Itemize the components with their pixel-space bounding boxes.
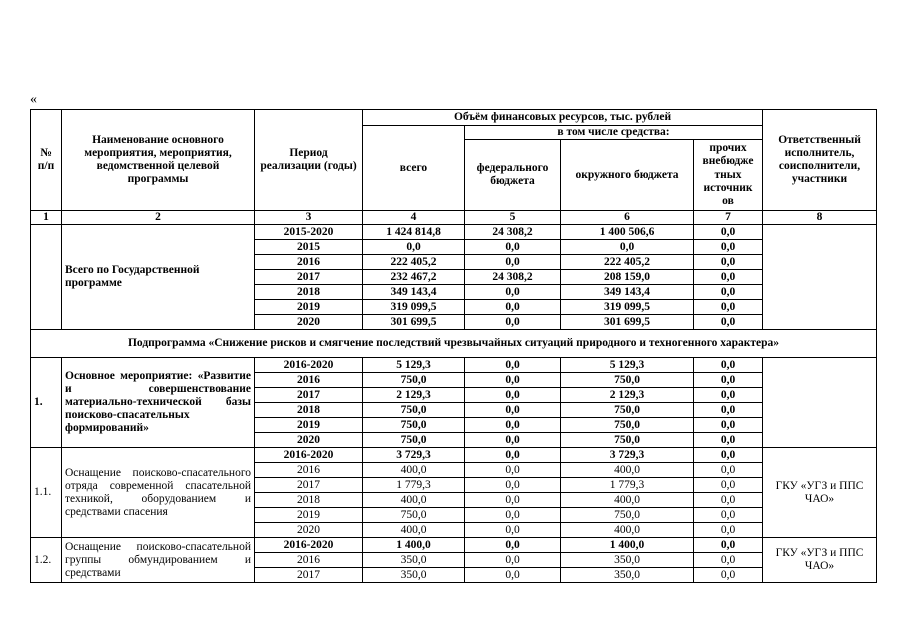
federal-cell: 0,0: [465, 240, 561, 255]
total-cell: 750,0: [363, 403, 465, 418]
total-cell: 400,0: [363, 523, 465, 538]
total-cell: 349 143,4: [363, 285, 465, 300]
subprogram-title: Подпрограмма «Снижение рисков и смягчение последствий чрезвычайных ситуаций природного и техногенного характера»: [31, 330, 877, 358]
total-cell: 1 779,3: [363, 478, 465, 493]
total-cell: 750,0: [363, 508, 465, 523]
total-cell: 350,0: [363, 553, 465, 568]
col-number: 3: [255, 211, 363, 225]
other-cell: 0,0: [694, 568, 763, 583]
other-cell: 0,0: [694, 418, 763, 433]
table-row: [31, 358, 877, 373]
year-cell: 2015: [255, 240, 363, 255]
district-cell: 0,0: [561, 240, 694, 255]
district-cell: 301 699,5: [561, 315, 694, 330]
district-cell: 349 143,4: [561, 285, 694, 300]
year-cell: 2017: [255, 388, 363, 403]
district-cell: 400,0: [561, 463, 694, 478]
item-name: Оснащение поисково-спасательного отряда современной спасательной техникой, оборудованием и средствами спасения: [62, 448, 255, 538]
col-number: 5: [465, 211, 561, 225]
total-cell: 2 129,3: [363, 388, 465, 403]
total-cell: 1 400,0: [363, 538, 465, 553]
federal-cell: 24 308,2: [465, 270, 561, 285]
col-number: 1: [31, 211, 62, 225]
col-number: 7: [694, 211, 763, 225]
district-cell: 2 129,3: [561, 388, 694, 403]
item-responsible: ГКУ «УГЗ и ППС ЧАО»: [763, 448, 877, 538]
district-cell: 400,0: [561, 523, 694, 538]
year-cell: 2017: [255, 478, 363, 493]
year-cell: 2016-2020: [255, 538, 363, 553]
other-cell: 0,0: [694, 433, 763, 448]
header-including: в том числе средства:: [465, 126, 763, 140]
federal-cell: 0,0: [465, 388, 561, 403]
federal-cell: 0,0: [465, 448, 561, 463]
column-number-row: [31, 211, 877, 225]
other-cell: 0,0: [694, 300, 763, 315]
header-volume: Объём финансовых ресурсов, тыс. рублей: [363, 110, 763, 126]
other-cell: 0,0: [694, 478, 763, 493]
district-cell: 222 405,2: [561, 255, 694, 270]
total-cell: 319 099,5: [363, 300, 465, 315]
subprogram-row: [31, 330, 877, 358]
other-cell: 0,0: [694, 508, 763, 523]
item-responsible: [763, 358, 877, 448]
header-num: № п/п: [31, 110, 62, 211]
item-name: Основное мероприятие: «Развитие и совершенствование материально-технической базы поисково-спасательных формирований»: [62, 358, 255, 448]
district-cell: 1 779,3: [561, 478, 694, 493]
year-cell: 2018: [255, 285, 363, 300]
district-cell: 208 159,0: [561, 270, 694, 285]
district-cell: 1 400 506,6: [561, 225, 694, 240]
district-cell: 750,0: [561, 418, 694, 433]
header-district: окружного бюджета: [561, 140, 694, 211]
federal-cell: 0,0: [465, 523, 561, 538]
year-cell: 2019: [255, 300, 363, 315]
other-cell: 0,0: [694, 225, 763, 240]
header-period: Период реализации (годы): [255, 110, 363, 211]
year-cell: 2018: [255, 493, 363, 508]
other-cell: 0,0: [694, 388, 763, 403]
total-cell: 750,0: [363, 418, 465, 433]
year-cell: 2015-2020: [255, 225, 363, 240]
federal-cell: 0,0: [465, 568, 561, 583]
federal-cell: 0,0: [465, 358, 561, 373]
other-cell: 0,0: [694, 448, 763, 463]
total-num-cell: [31, 225, 62, 330]
financing-table: [30, 109, 877, 583]
year-cell: 2020: [255, 433, 363, 448]
item-number: 1.2.: [31, 538, 62, 583]
table-row: [31, 448, 877, 463]
year-cell: 2016-2020: [255, 448, 363, 463]
total-responsible-cell: [763, 225, 877, 330]
federal-cell: 0,0: [465, 493, 561, 508]
year-cell: 2016: [255, 373, 363, 388]
district-cell: 350,0: [561, 553, 694, 568]
header-federal: федерального бюджета: [465, 140, 561, 211]
federal-cell: 0,0: [465, 315, 561, 330]
federal-cell: 0,0: [465, 508, 561, 523]
federal-cell: 0,0: [465, 553, 561, 568]
other-cell: 0,0: [694, 373, 763, 388]
total-cell: 750,0: [363, 373, 465, 388]
federal-cell: 0,0: [465, 255, 561, 270]
total-cell: 400,0: [363, 463, 465, 478]
item-number: 1.: [31, 358, 62, 448]
district-cell: 5 129,3: [561, 358, 694, 373]
total-cell: 400,0: [363, 493, 465, 508]
year-cell: 2019: [255, 508, 363, 523]
header-total: всего: [363, 126, 465, 211]
other-cell: 0,0: [694, 270, 763, 285]
district-cell: 750,0: [561, 373, 694, 388]
total-cell: 1 424 814,8: [363, 225, 465, 240]
federal-cell: 0,0: [465, 538, 561, 553]
year-cell: 2020: [255, 315, 363, 330]
total-name: Всего по Государственной программе: [62, 225, 255, 330]
item-number: 1.1.: [31, 448, 62, 538]
district-cell: 350,0: [561, 568, 694, 583]
total-cell: 350,0: [363, 568, 465, 583]
other-cell: 0,0: [694, 463, 763, 478]
federal-cell: 0,0: [465, 300, 561, 315]
federal-cell: 24 308,2: [465, 225, 561, 240]
year-cell: 2019: [255, 418, 363, 433]
total-cell: 750,0: [363, 433, 465, 448]
year-cell: 2017: [255, 270, 363, 285]
header-other: прочих внебюдже тных источник ов: [694, 140, 763, 211]
district-cell: 400,0: [561, 493, 694, 508]
other-cell: 0,0: [694, 255, 763, 270]
header-responsible: Ответственный исполнитель, соисполнители, участники: [763, 110, 877, 211]
district-cell: 750,0: [561, 403, 694, 418]
year-cell: 2016: [255, 553, 363, 568]
year-cell: 2016-2020: [255, 358, 363, 373]
district-cell: 750,0: [561, 433, 694, 448]
table-row: [31, 538, 877, 553]
year-cell: 2016: [255, 463, 363, 478]
item-name: Оснащение поисково-спасательной группы обмундированием и средствами: [62, 538, 255, 583]
total-cell: 222 405,2: [363, 255, 465, 270]
total-cell: 5 129,3: [363, 358, 465, 373]
other-cell: 0,0: [694, 285, 763, 300]
federal-cell: 0,0: [465, 403, 561, 418]
other-cell: 0,0: [694, 315, 763, 330]
federal-cell: 0,0: [465, 373, 561, 388]
federal-cell: 0,0: [465, 463, 561, 478]
year-cell: 2018: [255, 403, 363, 418]
year-cell: 2016: [255, 255, 363, 270]
other-cell: 0,0: [694, 358, 763, 373]
year-cell: 2020: [255, 523, 363, 538]
district-cell: 319 099,5: [561, 300, 694, 315]
district-cell: 1 400,0: [561, 538, 694, 553]
other-cell: 0,0: [694, 403, 763, 418]
federal-cell: 0,0: [465, 433, 561, 448]
district-cell: 3 729,3: [561, 448, 694, 463]
opening-quote: «: [30, 92, 37, 107]
col-number: 2: [62, 211, 255, 225]
other-cell: 0,0: [694, 538, 763, 553]
item-responsible: ГКУ «УГЗ и ППС ЧАО»: [763, 538, 877, 583]
col-number: 4: [363, 211, 465, 225]
total-cell: 232 467,2: [363, 270, 465, 285]
col-number: 8: [763, 211, 877, 225]
header-name: Наименование основного мероприятия, мероприятия, ведомственной целевой программы: [62, 110, 255, 211]
other-cell: 0,0: [694, 553, 763, 568]
district-cell: 750,0: [561, 508, 694, 523]
col-number: 6: [561, 211, 694, 225]
table-row: [31, 225, 877, 240]
total-cell: 301 699,5: [363, 315, 465, 330]
other-cell: 0,0: [694, 523, 763, 538]
total-cell: 0,0: [363, 240, 465, 255]
year-cell: 2017: [255, 568, 363, 583]
federal-cell: 0,0: [465, 285, 561, 300]
federal-cell: 0,0: [465, 418, 561, 433]
other-cell: 0,0: [694, 493, 763, 508]
other-cell: 0,0: [694, 240, 763, 255]
federal-cell: 0,0: [465, 478, 561, 493]
total-cell: 3 729,3: [363, 448, 465, 463]
